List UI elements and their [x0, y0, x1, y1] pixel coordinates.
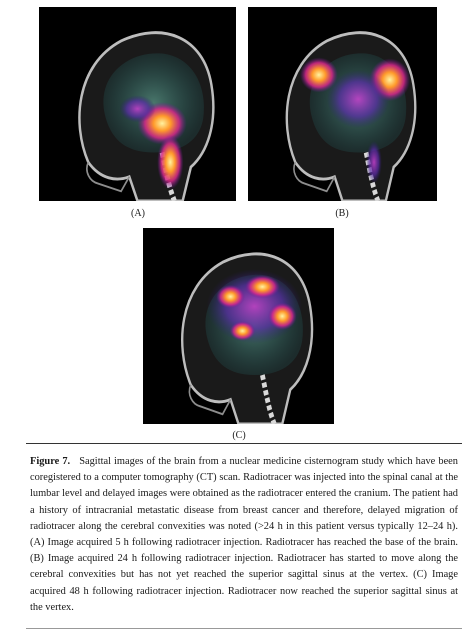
caption-text: Sagittal images of the brain from a nuclear medicine cisternogram study which have been coregistered to a computer tomography (CT) scan. Radiotracer was injected into the spinal canal at the lumbar level and delayed images were obtained as the radiotracer entered the cranium. The patient had a history of intracranial metastatic disease from breast cancer and therefore, delayed migration of radiotracer along the cerebral convexities was noted (>24 h in this patient versus typically 12–24 h). (A) Image acquired 5 h following radiotracer injection. Radiotracer has reached the base of the brain. (B) Image acquired 24 h following radiotracer injection. Radiotracer has started to move along the cerebral convexities but has not yet reached the superior sagittal sinus at the vertex. (C) Image acquired 48 h following radiotracer injection. Radiotracer now reached the superior sagittal sinus at the vertex. [30, 456, 458, 613]
panel-a-label: (A) [131, 208, 145, 219]
sagittal-head-scan-24h-icon [248, 7, 437, 201]
sagittal-head-scan-48h-icon [143, 228, 334, 424]
panel-c-image [143, 228, 334, 424]
panel-a-image [39, 7, 236, 201]
panel-b-label: (B) [335, 208, 349, 219]
panel-c-label: (C) [232, 430, 246, 441]
sagittal-head-scan-5h-icon [39, 7, 236, 201]
panel-b-image [248, 7, 437, 201]
figure-caption [26, 443, 462, 629]
caption-figure-label: Figure 7. [30, 456, 71, 467]
caption-paragraph [30, 454, 458, 616]
